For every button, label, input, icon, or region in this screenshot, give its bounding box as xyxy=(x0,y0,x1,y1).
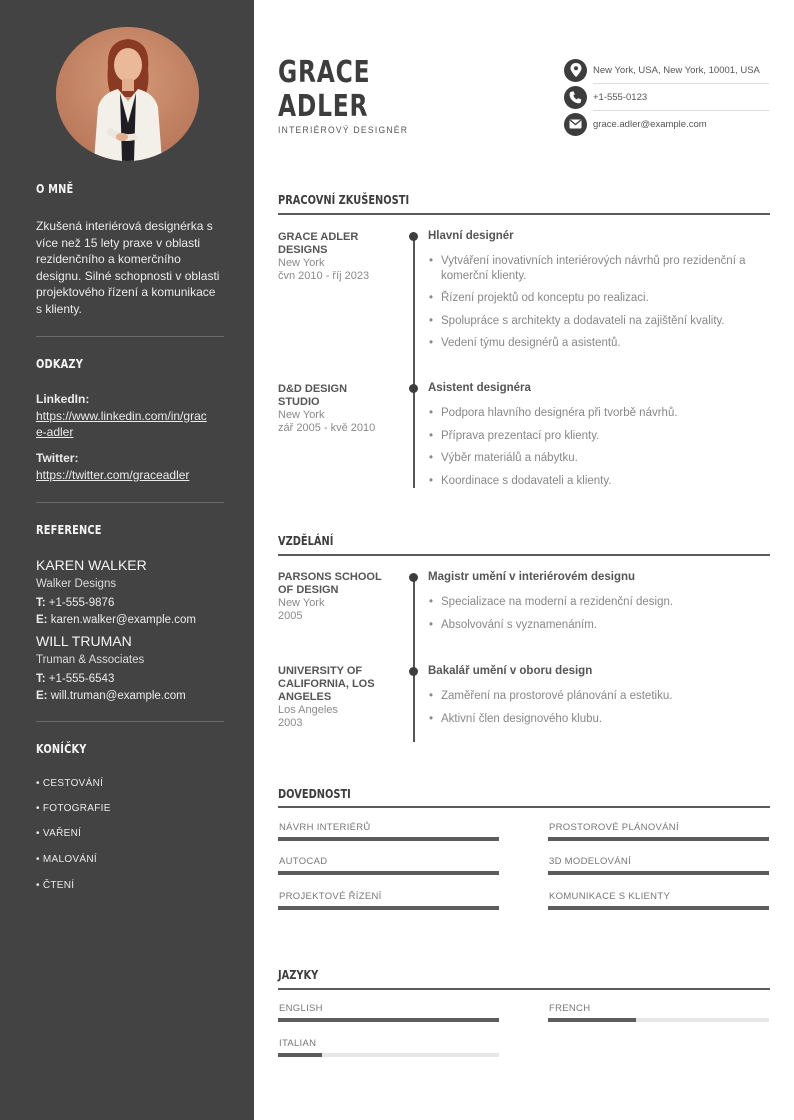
skill-bar-fill xyxy=(278,906,499,910)
language-bar xyxy=(548,1018,769,1022)
education-heading: VZDĚLÁNÍ xyxy=(278,534,334,548)
reference-phone-label: T: xyxy=(36,597,46,609)
section-rule xyxy=(278,988,770,990)
list-item: • Specializace na moderní a rezidenční design. xyxy=(428,595,763,610)
experience-heading: PRACOVNÍ ZKUŠENOSTI xyxy=(278,193,410,207)
skill-item xyxy=(278,856,499,875)
timeline-dot xyxy=(409,232,418,241)
timeline-line xyxy=(413,236,415,488)
org-location: New York xyxy=(278,597,325,609)
reference-item xyxy=(36,557,222,628)
skill-item xyxy=(548,856,769,875)
skill-bar-fill xyxy=(548,837,769,841)
contact-phone[interactable]: +1-555-0123 xyxy=(593,91,648,103)
linkedin-link-continued[interactable]: e-adler xyxy=(36,425,74,439)
reference-email-label: E: xyxy=(36,613,48,626)
job-title: INTERIÉROVÝ DESIGNÉR xyxy=(278,125,409,136)
org-name: OF DESIGN xyxy=(278,584,339,596)
skill-name: PROSTOROVÉ PLÁNOVÁNÍ xyxy=(549,822,679,833)
first-name: GRACE xyxy=(278,55,371,90)
reference-email: will.truman@example.com xyxy=(50,689,186,702)
list-item: • Aktivní člen designového klubu. xyxy=(428,712,763,727)
sidebar-divider xyxy=(36,502,224,503)
skill-bar xyxy=(548,871,769,875)
list-item: • Vytváření inovativních interiérových návrhů pro rezidenční a komerční klienty. xyxy=(428,254,763,283)
skill-bar-fill xyxy=(278,871,499,875)
envelope-icon xyxy=(564,113,587,136)
reference-company: Truman & Associates xyxy=(36,653,145,666)
role-title: Asistent designéra xyxy=(428,382,531,394)
org-name: ANGELES xyxy=(278,691,332,703)
org-name: PARSONS SCHOOL xyxy=(278,571,382,583)
language-item xyxy=(278,1038,499,1057)
links-heading: ODKAZY xyxy=(36,357,84,371)
contact-address-row xyxy=(564,58,769,82)
timeline-dot xyxy=(409,667,418,676)
language-name: ITALIAN xyxy=(279,1038,317,1049)
list-item: • Příprava prezentací pro klienty. xyxy=(428,429,763,444)
reference-email: karen.walker@example.com xyxy=(50,613,196,626)
reference-email-line xyxy=(36,688,222,705)
sidebar xyxy=(0,0,254,1120)
timeline-dot xyxy=(409,384,418,393)
list-item: • Absolvování s vyznamenáním. xyxy=(428,618,763,633)
skill-bar xyxy=(278,837,499,841)
phone-icon xyxy=(564,86,587,109)
org-dates: 2005 xyxy=(278,610,303,622)
list-item: • Spolupráce s architekty a dodavateli na zajištění kvality. xyxy=(428,314,763,329)
language-bar xyxy=(278,1018,499,1022)
org-name: STUDIO xyxy=(278,396,320,408)
twitter-label: Twitter: xyxy=(36,451,79,465)
skill-name: 3D MODELOVÁNÍ xyxy=(549,856,632,867)
org-name: CALIFORNIA, LOS xyxy=(278,678,375,690)
role-bullets xyxy=(428,406,763,496)
timeline-line xyxy=(413,576,415,742)
skill-item xyxy=(278,891,499,910)
list-item: • Vedení týmu designérů a asistentů. xyxy=(428,336,763,351)
language-item xyxy=(548,1003,769,1022)
references-heading: REFERENCE xyxy=(36,523,102,537)
contact-divider xyxy=(593,83,769,84)
org-dates: 2003 xyxy=(278,717,303,729)
org-location: New York xyxy=(278,257,325,269)
linkedin-link[interactable]: https://www.linkedin.com/in/grac xyxy=(36,408,207,423)
org-name: UNIVERSITY OF xyxy=(278,665,363,677)
section-rule xyxy=(278,554,770,556)
experience-org xyxy=(278,231,388,283)
last-name: ADLER xyxy=(278,89,369,124)
reference-name: WILL TRUMAN xyxy=(36,633,132,649)
language-bar-fill xyxy=(278,1018,499,1022)
hobby-item: • CESTOVÁNÍ xyxy=(36,778,104,789)
list-item: • Zaměření na prostorové plánování a estetiku. xyxy=(428,689,763,704)
skill-bar-fill xyxy=(278,837,499,841)
skill-bar xyxy=(548,906,769,910)
skill-name: NÁVRH INTERIÉRŮ xyxy=(279,822,371,833)
experience-org xyxy=(278,383,388,435)
reference-name: KAREN WALKER xyxy=(36,557,147,573)
org-name: GRACE ADLER xyxy=(278,231,359,243)
twitter-block xyxy=(36,450,222,483)
timeline-dot xyxy=(409,573,418,582)
contact-phone-row xyxy=(564,85,769,109)
language-bar-fill xyxy=(278,1053,322,1057)
skill-item xyxy=(548,822,769,841)
twitter-link[interactable]: https://twitter.com/graceadler xyxy=(36,467,190,482)
sidebar-divider xyxy=(36,721,224,722)
list-item: • Podpora hlavního designéra při tvorbě návrhů. xyxy=(428,406,763,421)
contact-email[interactable]: grace.adler@example.com xyxy=(593,118,707,130)
hobby-item: • VAŘENÍ xyxy=(36,828,82,839)
contact-divider xyxy=(593,110,769,111)
skills-heading: DOVEDNOSTI xyxy=(278,787,351,801)
section-rule xyxy=(278,806,770,808)
section-rule xyxy=(278,213,770,215)
skill-name: PROJEKTOVÉ ŘÍZENÍ xyxy=(279,891,382,902)
contact-address: New York, USA, New York, 10001, USA xyxy=(593,64,760,76)
role-bullets xyxy=(428,254,763,359)
reference-phone-label: T: xyxy=(36,673,46,685)
language-bar xyxy=(278,1053,499,1057)
education-org xyxy=(278,665,388,730)
reference-email-line xyxy=(36,612,222,629)
org-name: D&D DESIGN xyxy=(278,383,348,395)
skill-item xyxy=(548,891,769,910)
hobby-item: • ČTENÍ xyxy=(36,880,75,891)
location-pin-icon xyxy=(564,59,587,82)
hobbies-heading: KONÍČKY xyxy=(36,742,87,756)
skill-name: KOMUNIKACE S KLIENTY xyxy=(549,891,671,902)
degree-bullets xyxy=(428,595,763,640)
linkedin-label: LinkedIn: xyxy=(36,392,90,406)
reference-item xyxy=(36,633,222,704)
degree-title: Bakalář umění v oboru design xyxy=(428,665,593,677)
org-name: DESIGNS xyxy=(278,244,328,256)
language-name: ENGLISH xyxy=(279,1003,323,1014)
education-org xyxy=(278,571,388,623)
about-text: Zkušená interiérová designérka s více než 15 lety praxe v oblasti rezidenčního a komerčního designu. Silné schopnosti v oblasti projektového řízení a komunikace s klienty. xyxy=(36,219,220,316)
profile-photo xyxy=(56,27,199,161)
degree-bullets xyxy=(428,689,763,734)
reference-phone: +1-555-6543 xyxy=(48,673,115,685)
degree-title: Magistr umění v interiérovém designu xyxy=(428,571,636,583)
list-item: • Výběr materiálů a nábytku. xyxy=(428,451,763,466)
org-dates: čvn 2010 - říj 2023 xyxy=(278,270,370,282)
reference-phone-line xyxy=(36,595,222,612)
reference-company: Walker Designs xyxy=(36,577,117,590)
list-item: • Koordinace s dodavateli a klienty. xyxy=(428,474,763,489)
languages-heading: JAZYKY xyxy=(278,968,319,982)
sidebar-divider xyxy=(36,336,224,337)
reference-phone: +1-555-9876 xyxy=(48,597,115,609)
org-location: New York xyxy=(278,409,325,421)
list-item: • Řízení projektů od konceptu po realizaci. xyxy=(428,291,763,306)
role-title: Hlavní designér xyxy=(428,230,514,242)
language-bar-fill xyxy=(548,1018,636,1022)
language-item xyxy=(278,1003,499,1022)
reference-email-label: E: xyxy=(36,689,48,702)
skill-bar xyxy=(278,871,499,875)
about-heading: O MNĚ xyxy=(36,182,74,196)
org-location: Los Angeles xyxy=(278,704,338,716)
org-dates: zář 2005 - kvě 2010 xyxy=(278,422,376,434)
reference-phone-line xyxy=(36,671,222,688)
hobby-item: • FOTOGRAFIE xyxy=(36,803,111,814)
linkedin-block xyxy=(36,391,222,441)
skill-item xyxy=(278,822,499,841)
skill-bar xyxy=(278,906,499,910)
contact-email-row xyxy=(564,112,769,136)
hobby-item: • MALOVÁNÍ xyxy=(36,854,97,865)
skill-bar xyxy=(548,837,769,841)
skill-name: AUTOCAD xyxy=(279,856,328,867)
skill-bar-fill xyxy=(548,871,769,875)
skill-bar-fill xyxy=(548,906,769,910)
language-name: FRENCH xyxy=(549,1003,591,1014)
